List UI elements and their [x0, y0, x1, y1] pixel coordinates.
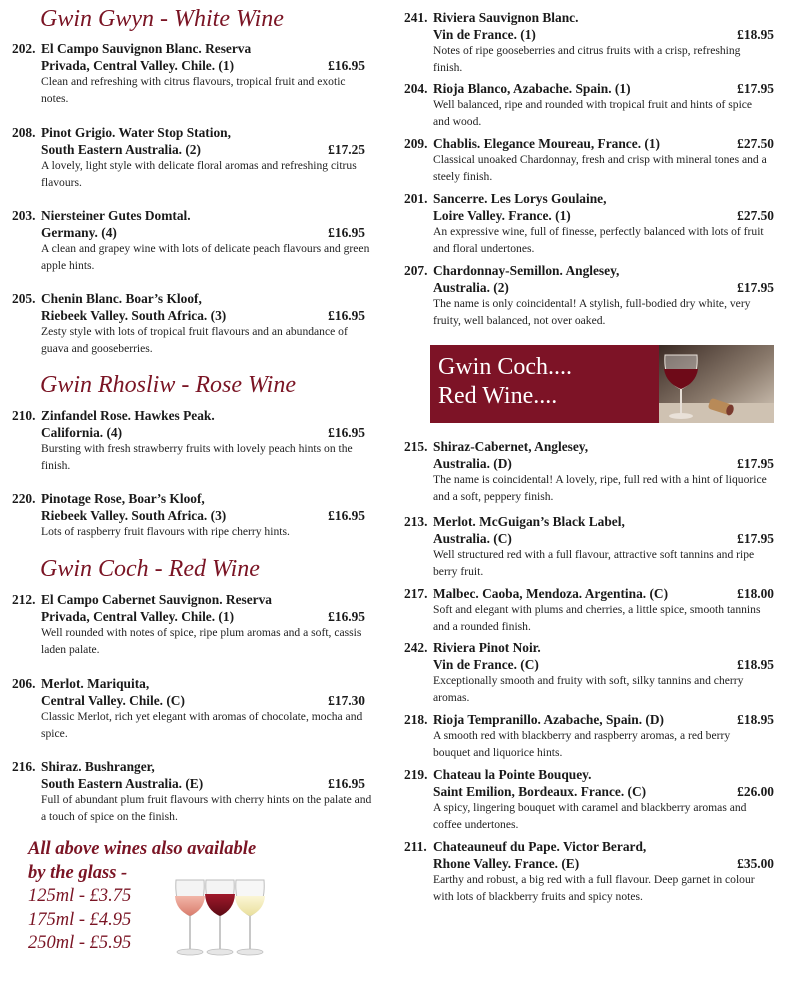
item-name: Pinotage Rose, Boar’s Kloof, — [41, 491, 205, 506]
banner-line2: Red Wine.... — [438, 383, 558, 409]
wine-item-210 — [12, 407, 377, 474]
item-price: £16.95 — [328, 58, 365, 73]
wine-glasses-illustration — [162, 870, 282, 960]
item-price: £17.30 — [328, 693, 365, 708]
item-region: California. (4) — [41, 425, 123, 440]
item-name: Pinot Grigio. Water Stop Station, — [41, 125, 231, 140]
item-region: Australia. (D) — [433, 456, 512, 471]
item-number: 215. — [404, 439, 428, 454]
item-region: Loire Valley. France. (1) — [433, 208, 571, 223]
item-description: A spicy, lingering bouquet with caramel and blackberry aromas and coffee undertones. — [433, 801, 747, 831]
item-description: Bursting with fresh strawberry fruits with lovely peach hints on the finish. — [41, 442, 353, 472]
item-description: Clean and refreshing with citrus flavours, tropical fruit and exotic notes. — [41, 75, 346, 105]
wine-item-205 — [12, 290, 377, 357]
item-region: Vin de France. (1) — [433, 27, 536, 42]
wine-item-213 — [404, 513, 774, 580]
item-price: £27.50 — [737, 208, 774, 223]
item-description: A smooth red with blackberry and raspberry aromas, a red berry bouquet and liquorice hints. — [433, 729, 731, 759]
red-wine-heading: Gwin Coch - Red Wine — [40, 556, 260, 582]
wine-item-201 — [404, 190, 774, 257]
item-name: Riviera Sauvignon Blanc. — [433, 10, 579, 25]
item-number: 202. — [12, 41, 36, 56]
item-number: 213. — [404, 514, 428, 529]
item-number: 201. — [404, 191, 428, 206]
glass-note-line2: by the glass - — [28, 862, 128, 883]
item-name: Chablis. Elegance Moureau, France. (1) — [433, 136, 660, 151]
item-number: 203. — [12, 208, 36, 223]
item-description: Well rounded with notes of spice, ripe plum aromas and a soft, cassis laden palate. — [41, 626, 362, 656]
item-name: Rioja Blanco, Azabache. Spain. (1) — [433, 81, 631, 96]
item-number: 212. — [12, 592, 36, 607]
glass-price-125ml: 125ml - £3.75 — [28, 886, 132, 906]
item-number: 206. — [12, 676, 36, 691]
item-number: 205. — [12, 291, 36, 306]
item-name: Chardonnay-Semillon. Anglesey, — [433, 263, 620, 278]
item-price: £16.95 — [328, 425, 365, 440]
item-number: 204. — [404, 81, 428, 96]
banner-text — [438, 353, 572, 411]
item-number: 242. — [404, 640, 428, 655]
item-price: £17.25 — [328, 142, 365, 157]
item-description: Full of abundant plum fruit flavours with cherry hints on the palate and a touch of spice on the finish. — [41, 793, 372, 823]
wine-item-204 — [404, 80, 774, 130]
wine-item-220 — [12, 490, 377, 541]
glass-note-line1: All above wines also available — [28, 839, 257, 859]
item-description: An expressive wine, full of finesse, perfectly balanced with lots of fruit and floral undertones. — [433, 225, 764, 255]
white-wine-heading: Gwin Gwyn - White Wine — [40, 6, 284, 32]
item-name: El Campo Sauvignon Blanc. Reserva — [41, 41, 252, 56]
item-number: 209. — [404, 136, 428, 151]
item-price: £16.95 — [328, 609, 365, 624]
wine-item-209 — [404, 135, 774, 185]
item-region: Rhone Valley. France. (E) — [433, 856, 580, 871]
wine-item-206 — [12, 675, 377, 742]
item-region: Australia. (2) — [433, 280, 509, 295]
item-region: Riebeek Valley. South Africa. (3) — [41, 308, 227, 323]
item-region: Riebeek Valley. South Africa. (3) — [41, 508, 227, 523]
item-region: Vin de France. (C) — [433, 657, 539, 672]
wine-item-203 — [12, 207, 377, 274]
item-region: Central Valley. Chile. (C) — [41, 693, 185, 708]
item-name: Rioja Tempranillo. Azabache, Spain. (D) — [433, 712, 665, 727]
item-name: Sancerre. Les Lorys Goulaine, — [433, 191, 607, 206]
item-name: Malbec. Caoba, Mendoza. Argentina. (C) — [433, 586, 669, 601]
item-number: 208. — [12, 125, 36, 140]
item-number: 241. — [404, 10, 428, 25]
item-price: £16.95 — [328, 308, 365, 323]
item-price: £17.95 — [737, 531, 774, 546]
item-description: Classical unoaked Chardonnay, fresh and crisp with mineral tones and a steely finish. — [433, 153, 767, 183]
wine-item-212 — [12, 591, 377, 658]
item-price: £18.95 — [737, 27, 774, 42]
banner-line1: Gwin Coch.... — [438, 354, 572, 380]
item-description: Exceptionally smooth and fruity with soft, silky tannins and cherry aromas. — [433, 674, 744, 704]
wine-item-217 — [404, 585, 774, 635]
wine-item-211 — [404, 838, 774, 905]
item-description: The name is only coincidental! A stylish, full-bodied dry white, very fruity, well balanced, not over oaked. — [433, 297, 751, 327]
item-price: £18.95 — [737, 657, 774, 672]
item-price: £26.00 — [737, 784, 774, 799]
wine-item-241 — [404, 9, 774, 76]
item-price: £18.95 — [737, 712, 774, 727]
item-name: El Campo Cabernet Sauvignon. Reserva — [41, 592, 272, 607]
glass-price-250ml: 250ml - £5.95 — [28, 933, 132, 953]
wine-glass-cork-photo — [659, 345, 774, 423]
item-price: £17.95 — [737, 280, 774, 295]
item-region: Privada, Central Valley. Chile. (1) — [41, 609, 235, 624]
item-description: Zesty style with lots of tropical fruit flavours and an abundance of guava and gooseberries. — [41, 325, 348, 355]
item-description: Notes of ripe gooseberries and citrus fruits with a crisp, refreshing finish. — [433, 44, 741, 74]
red-wine-banner — [430, 345, 774, 423]
wine-item-215 — [404, 438, 774, 505]
item-name: Shiraz-Cabernet, Anglesey, — [433, 439, 589, 454]
item-name: Chateau la Pointe Bouquey. — [433, 767, 592, 782]
item-name: Chenin Blanc. Boar’s Kloof, — [41, 291, 202, 306]
glass-price-175ml: 175ml - £4.95 — [28, 909, 132, 930]
item-price: £35.00 — [737, 856, 774, 871]
item-name: Shiraz. Bushranger, — [41, 759, 155, 774]
rose-wine-heading: Gwin Rhosliw - Rose Wine — [40, 372, 296, 398]
wine-item-218 — [404, 711, 774, 761]
item-price: £17.95 — [737, 81, 774, 96]
item-name: Merlot. McGuigan’s Black Label, — [433, 514, 625, 529]
item-description: Classic Merlot, rich yet elegant with aromas of chocolate, mocha and spice. — [41, 710, 363, 740]
wine-item-202 — [12, 40, 377, 107]
item-name: Riviera Pinot Noir. — [433, 640, 541, 655]
item-number: 216. — [12, 759, 36, 774]
item-region: Germany. (4) — [41, 225, 117, 240]
item-price: £27.50 — [737, 136, 774, 151]
item-number: 211. — [404, 839, 427, 854]
item-region: South Eastern Australia. (2) — [41, 142, 201, 157]
item-price: £18.00 — [737, 586, 774, 601]
wine-item-216 — [12, 758, 377, 825]
item-description: A lovely, light style with delicate floral aromas and refreshing citrus flavours. — [41, 159, 357, 189]
item-description: Soft and elegant with plums and cherries, a little spice, smooth tannins and a rounded finish. — [433, 603, 761, 633]
item-description: Earthy and robust, a big red with a full flavour. Deep garnet in colour with lots of blackberry fruits and spicy notes. — [433, 873, 755, 903]
item-description: A clean and grapey wine with lots of delicate peach flavours and green apple hints. — [41, 242, 370, 272]
item-number: 220. — [12, 491, 36, 506]
item-price: £16.95 — [328, 776, 365, 791]
item-number: 207. — [404, 263, 428, 278]
item-region: Saint Emilion, Bordeaux. France. (C) — [433, 784, 647, 799]
wine-item-242 — [404, 639, 774, 706]
item-region: Privada, Central Valley. Chile. (1) — [41, 58, 235, 73]
wine-item-219 — [404, 766, 774, 833]
item-region: Australia. (C) — [433, 531, 512, 546]
item-description: The name is coincidental! A lovely, ripe, full red with a hint of liquorice and a soft, peppery finish. — [433, 473, 767, 503]
white-glass-icon — [235, 880, 265, 955]
item-name: Chateauneuf du Pape. Victor Berard, — [433, 839, 647, 854]
item-number: 210. — [12, 408, 36, 423]
item-price: £17.95 — [737, 456, 774, 471]
wine-item-208 — [12, 124, 377, 191]
rose-glass-icon — [175, 880, 205, 955]
wine-item-207 — [404, 262, 774, 329]
item-description: Well structured red with a full flavour, attractive soft tannins and ripe berry fruit. — [433, 548, 755, 578]
item-description: Lots of raspberry fruit flavours with ripe cherry hints. — [41, 525, 290, 538]
item-number: 218. — [404, 712, 428, 727]
item-description: Well balanced, ripe and rounded with tropical fruit and hints of spice and wood. — [433, 98, 753, 128]
item-number: 217. — [404, 586, 428, 601]
item-region: South Eastern Australia. (E) — [41, 776, 204, 791]
item-price: £16.95 — [328, 508, 365, 523]
red-glass-icon — [205, 880, 235, 955]
item-name: Merlot. Mariquita, — [41, 676, 150, 691]
item-number: 219. — [404, 767, 428, 782]
item-name: Niersteiner Gutes Domtal. — [41, 208, 191, 223]
item-price: £16.95 — [328, 225, 365, 240]
item-name: Zinfandel Rose. Hawkes Peak. — [41, 408, 215, 423]
